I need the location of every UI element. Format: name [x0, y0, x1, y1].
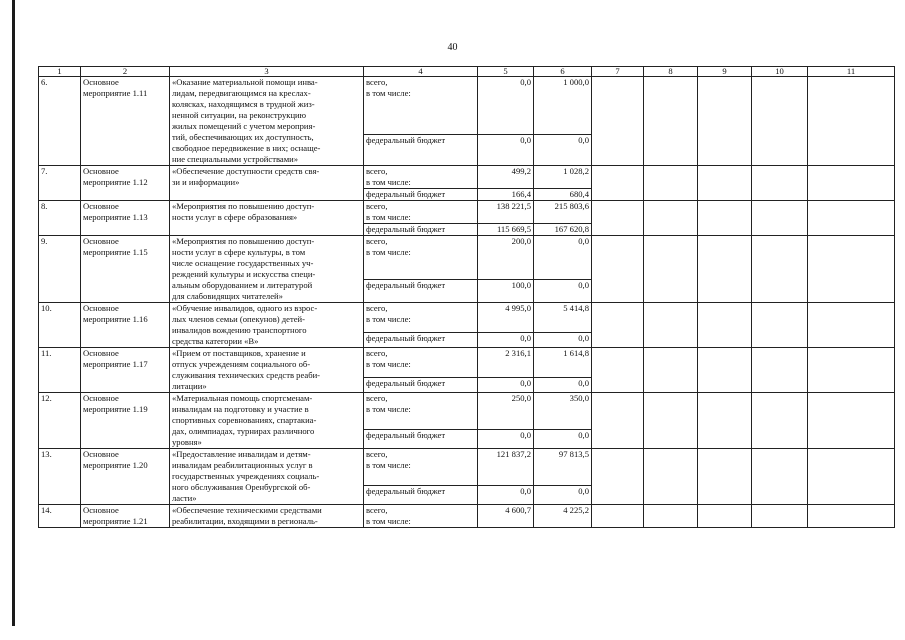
activity-name: [170, 236, 364, 303]
empty-cell: [644, 505, 698, 528]
cell-line: Основное: [83, 166, 119, 176]
cell-line: мероприятие 1.20: [83, 460, 148, 470]
cell-line: мероприятие 1.19: [83, 404, 148, 414]
cell-line: ного обслуживания Оренбургской об-: [172, 482, 311, 492]
empty-cell: [752, 505, 808, 528]
cell-line: государственных учреждениях социаль-: [172, 471, 320, 481]
total-label: [364, 348, 478, 378]
empty-cell: [698, 201, 752, 236]
empty-cell: [644, 77, 698, 166]
total-label: [364, 393, 478, 430]
cell-line: всего,: [366, 449, 388, 459]
cell-line: инвалидам на подготовку и участие в: [172, 404, 309, 414]
empty-cell: [644, 303, 698, 348]
row-number: 9.: [39, 236, 81, 303]
empty-cell: [592, 236, 644, 303]
total-col5: 4 600,7: [478, 505, 534, 528]
total-col5: 200,0: [478, 236, 534, 280]
col-header: 7: [592, 67, 644, 77]
col-header: 9: [698, 67, 752, 77]
table-row: [39, 393, 895, 430]
cell-line: отпуск учреждениям социального об-: [172, 359, 311, 369]
total-label: [364, 201, 478, 224]
empty-cell: [698, 393, 752, 449]
empty-cell: [808, 166, 895, 201]
federal-col5: [478, 332, 534, 347]
cell-line: ности услуг в сфере культуры, в том: [172, 247, 306, 257]
cell-line: «Материальная помощь спортсменам-: [172, 393, 313, 403]
table-row: [39, 505, 895, 528]
federal-col6: [534, 280, 592, 303]
federal-col6: [534, 135, 592, 166]
empty-cell: [808, 505, 895, 528]
total-col6: 1 028,2: [534, 166, 592, 189]
cell-line: инвалидов вождению транспортного: [172, 325, 307, 335]
cell-value: 0,0: [520, 332, 531, 343]
cell-line: всего,: [366, 77, 388, 87]
empty-cell: [592, 393, 644, 449]
cell-line: в том числе:: [366, 177, 411, 187]
activity-name: [170, 201, 364, 236]
cell-line: всего,: [366, 166, 388, 176]
cell-line: мероприятие 1.15: [83, 247, 148, 257]
activity-code: [81, 348, 170, 393]
federal-col5: [478, 135, 534, 166]
empty-cell: [592, 77, 644, 166]
cell-line: «Обеспечение техническими средствами: [172, 505, 322, 515]
col-header: 8: [644, 67, 698, 77]
cell-line: жилых помещений с учетом мероприя-: [172, 121, 316, 131]
federal-col6: [534, 429, 592, 448]
activity-code: [81, 236, 170, 303]
federal-col6: [534, 332, 592, 347]
cell-line: ности услуг в сфере образования»: [172, 212, 298, 222]
empty-cell: [808, 303, 895, 348]
activity-code: [81, 303, 170, 348]
total-col5: 0,0: [478, 77, 534, 135]
federal-col6: [534, 377, 592, 392]
total-col6: 5 414,8: [534, 303, 592, 333]
cell-line: мероприятие 1.11: [83, 88, 148, 98]
cell-line: в том числе:: [366, 314, 411, 324]
total-label: [364, 77, 478, 135]
row-number: 12.: [39, 393, 81, 449]
col-header: 2: [81, 67, 170, 77]
cell-line: «Оказание материальной помощи инва-: [172, 77, 318, 87]
activity-code: [81, 393, 170, 449]
page-number: 40: [447, 42, 458, 53]
federal-budget-label: федеральный бюджет: [364, 332, 478, 347]
row-number: 8.: [39, 201, 81, 236]
activity-code: [81, 77, 170, 166]
cell-line: «Мероприятия по повышению доступ-: [172, 201, 315, 211]
activity-name: [170, 449, 364, 505]
total-label: [364, 449, 478, 486]
federal-col5: [478, 377, 534, 392]
empty-cell: [808, 236, 895, 303]
federal-budget-label: федеральный бюджет: [364, 135, 478, 166]
cell-value: 0,0: [578, 429, 589, 440]
federal-col6: [534, 485, 592, 504]
empty-cell: [644, 348, 698, 393]
cell-value: 0,0: [578, 332, 589, 343]
federal-col5: [478, 485, 534, 504]
empty-cell: [698, 166, 752, 201]
total-col6: 215 803,6: [534, 201, 592, 224]
col-header: 4: [364, 67, 478, 77]
empty-cell: [592, 348, 644, 393]
total-col6: 1 000,0: [534, 77, 592, 135]
row-number: 14.: [39, 505, 81, 528]
total-label: [364, 303, 478, 333]
cell-line: «Обеспечение доступности средств свя-: [172, 166, 320, 176]
cell-line: мероприятие 1.16: [83, 314, 148, 324]
empty-cell: [752, 449, 808, 505]
cell-line: Основное: [83, 77, 119, 87]
cell-value: 0,0: [578, 485, 589, 496]
cell-line: «Мероприятия по повышению доступ-: [172, 236, 315, 246]
activity-name: [170, 166, 364, 201]
total-col6: 97 813,5: [534, 449, 592, 486]
empty-cell: [592, 303, 644, 348]
activity-name: [170, 505, 364, 528]
total-col5: 499,2: [478, 166, 534, 189]
empty-cell: [698, 303, 752, 348]
total-col5: 4 995,0: [478, 303, 534, 333]
cell-line: свободное передвижение в них; оснаще-: [172, 143, 321, 153]
empty-cell: [752, 236, 808, 303]
total-label: [364, 505, 478, 528]
cell-line: в том числе:: [366, 404, 411, 414]
activity-code: [81, 201, 170, 236]
cell-line: в том числе:: [366, 212, 411, 222]
cell-line: «Предоставление инвалидам и детям-: [172, 449, 311, 459]
program-table: [38, 66, 895, 528]
cell-line: реждений культуры и искусства специ-: [172, 269, 316, 279]
empty-cell: [752, 303, 808, 348]
table-row: [39, 77, 895, 135]
cell-line: альным оборудованием и литературой: [172, 280, 313, 290]
cell-value: 167 620,8: [554, 224, 589, 234]
total-col5: 250,0: [478, 393, 534, 430]
activity-name: [170, 77, 364, 166]
row-number: 7.: [39, 166, 81, 201]
cell-line: всего,: [366, 303, 388, 313]
table-row: [39, 166, 895, 189]
empty-cell: [808, 449, 895, 505]
cell-line: «Обучение инвалидов, одного из взрос-: [172, 303, 318, 313]
table-row: [39, 348, 895, 378]
cell-line: для слабовидящих читателей»: [172, 291, 283, 301]
cell-line: средства категории «В»: [172, 336, 259, 346]
cell-value: 0,0: [520, 429, 531, 440]
cell-line: в том числе:: [366, 460, 411, 470]
cell-line: «Прием от поставщиков, хранение и: [172, 348, 306, 358]
empty-cell: [644, 201, 698, 236]
col-header: 11: [808, 67, 895, 77]
cell-line: спортивных соревнованиях, спартакиа-: [172, 415, 317, 425]
cell-line: Основное: [83, 449, 119, 459]
empty-cell: [808, 393, 895, 449]
cell-line: дах, олимпиадах, турнирах различного: [172, 426, 315, 436]
activity-name: [170, 303, 364, 348]
total-col6: 350,0: [534, 393, 592, 430]
activity-name: [170, 348, 364, 393]
cell-line: в том числе:: [366, 88, 411, 98]
empty-cell: [752, 166, 808, 201]
federal-budget-label: федеральный бюджет: [364, 377, 478, 392]
total-label: [364, 166, 478, 189]
cell-line: числе оснащение государственных уч-: [172, 258, 314, 268]
cell-value: 0,0: [520, 485, 531, 496]
cell-value: 115 669,5: [496, 224, 531, 234]
cell-line: всего,: [366, 201, 388, 211]
empty-cell: [808, 77, 895, 166]
federal-col5: [478, 280, 534, 303]
cell-line: в том числе:: [366, 516, 411, 526]
federal-col5: [478, 224, 534, 236]
federal-budget-label: федеральный бюджет: [364, 189, 478, 201]
empty-cell: [592, 449, 644, 505]
empty-cell: [752, 348, 808, 393]
cell-line: мероприятие 1.12: [83, 177, 148, 187]
activity-name: [170, 393, 364, 449]
empty-cell: [808, 348, 895, 393]
cell-line: мероприятие 1.17: [83, 359, 148, 369]
empty-cell: [752, 77, 808, 166]
cell-line: всего,: [366, 393, 388, 403]
cell-line: колясках, находящимся в трудной жиз-: [172, 99, 315, 109]
cell-line: лидам, передвигающимся на креслах-: [172, 88, 311, 98]
empty-cell: [698, 348, 752, 393]
empty-cell: [644, 449, 698, 505]
cell-line: в том числе:: [366, 359, 411, 369]
cell-line: всего,: [366, 236, 388, 246]
cell-line: в том числе:: [366, 247, 411, 257]
cell-value: 0,0: [520, 377, 531, 388]
cell-line: всего,: [366, 505, 388, 515]
empty-cell: [752, 201, 808, 236]
col-header: 3: [170, 67, 364, 77]
cell-value: 100,0: [511, 280, 531, 291]
cell-value: 0,0: [578, 135, 589, 146]
empty-cell: [644, 166, 698, 201]
cell-value: 680,4: [569, 189, 589, 199]
total-label: [364, 236, 478, 280]
col-header: 5: [478, 67, 534, 77]
cell-line: зи и информации»: [172, 177, 240, 187]
empty-cell: [698, 505, 752, 528]
cell-value: 0,0: [578, 280, 589, 291]
federal-budget-label: федеральный бюджет: [364, 429, 478, 448]
cell-line: ласти»: [172, 493, 197, 503]
table-row: [39, 449, 895, 486]
total-col5: 121 837,2: [478, 449, 534, 486]
empty-cell: [808, 201, 895, 236]
empty-cell: [698, 449, 752, 505]
cell-line: Основное: [83, 201, 119, 211]
cell-line: Основное: [83, 505, 119, 515]
empty-cell: [752, 393, 808, 449]
federal-col5: [478, 429, 534, 448]
table-row: [39, 201, 895, 224]
empty-cell: [698, 236, 752, 303]
cell-line: литации»: [172, 381, 207, 391]
col-header: 1: [39, 67, 81, 77]
cell-line: Основное: [83, 303, 119, 313]
federal-budget-label: федеральный бюджет: [364, 224, 478, 236]
activity-code: [81, 449, 170, 505]
cell-line: ненной ситуации, на реконструкцию: [172, 110, 307, 120]
cell-line: тий, обеспечивающих их доступность,: [172, 132, 314, 142]
total-col6: 4 225,2: [534, 505, 592, 528]
cell-line: инвалидам реабилитационных услуг в: [172, 460, 313, 470]
row-number: 11.: [39, 348, 81, 393]
row-number: 10.: [39, 303, 81, 348]
activity-code: [81, 505, 170, 528]
cell-line: мероприятие 1.21: [83, 516, 148, 526]
cell-line: служивания технических средств реаби-: [172, 370, 321, 380]
cell-line: лых членов семьи (опекунов) детей-: [172, 314, 305, 324]
table-body: [39, 77, 895, 528]
cell-value: 166,4: [511, 189, 531, 199]
activity-code: [81, 166, 170, 201]
total-col6: 1 614,8: [534, 348, 592, 378]
cell-line: мероприятие 1.13: [83, 212, 148, 222]
empty-cell: [644, 393, 698, 449]
table-row: [39, 303, 895, 333]
cell-line: ние специальными устройствами»: [172, 154, 299, 164]
cell-line: Основное: [83, 348, 119, 358]
federal-budget-label: федеральный бюджет: [364, 485, 478, 504]
cell-line: всего,: [366, 348, 388, 358]
empty-cell: [592, 505, 644, 528]
cell-line: Основное: [83, 236, 119, 246]
cell-line: реабилитации, входящими в региональ-: [172, 516, 318, 526]
row-number: 6.: [39, 77, 81, 166]
empty-cell: [592, 201, 644, 236]
empty-cell: [592, 166, 644, 201]
cell-line: Основное: [83, 393, 119, 403]
federal-col6: [534, 224, 592, 236]
column-number-row: [39, 67, 895, 77]
cell-value: 0,0: [520, 135, 531, 146]
row-number: 13.: [39, 449, 81, 505]
federal-col6: [534, 189, 592, 201]
cell-value: 0,0: [578, 377, 589, 388]
total-col6: 0,0: [534, 236, 592, 280]
empty-cell: [644, 236, 698, 303]
total-col5: 2 316,1: [478, 348, 534, 378]
empty-cell: [698, 77, 752, 166]
total-col5: 138 221,5: [478, 201, 534, 224]
cell-line: уровня»: [172, 437, 202, 447]
col-header: 10: [752, 67, 808, 77]
table-row: [39, 236, 895, 280]
scan-edge-bar: [12, 0, 15, 626]
col-header: 6: [534, 67, 592, 77]
federal-budget-label: федеральный бюджет: [364, 280, 478, 303]
federal-col5: [478, 189, 534, 201]
